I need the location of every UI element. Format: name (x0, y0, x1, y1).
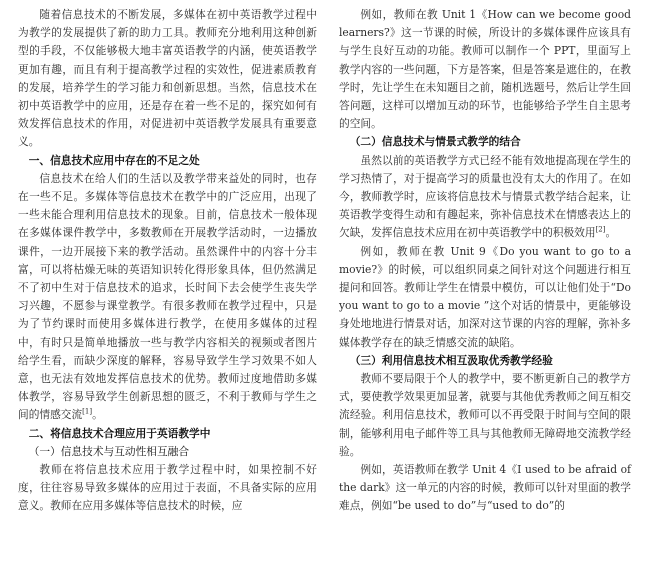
shortcomings-text: 信息技术在给人们的生活以及教学带来益处的同时，也存在一些不足。多媒体等信息技术在教学中的广泛应用，出现了一些未能合理利用信息技术的现象。目前，信息技术一般体现在多媒体课件教学中，多数教师在开展教学活动时，一边播放课件，一边开展接下来的教学活动。虽然课件中的内容十分丰富，可以将枯燥无味的英语知识转化得形象具体，但仍然满足不了初中生对于信息技术的追求，长时间下去会使学生丧失学习兴趣，不愿参与课堂教学。有很多教师在教学过程中，只是为了节约课时而使用多媒体进行教学，在使用多媒体的过程中，有时只是简单地播放一些与教学内容相关的视频或者图片给学生看，而缺少深度的解释，容易导致学生学习效果不如人意，也无法有效地发挥信息技术的优势。教师过度地借助多媒体教学，容易导致学生创新思想的匮乏，不利于教师与学生之间的情感交流 (18, 171, 317, 422)
page-bottom-edge (0, 543, 655, 561)
intro-paragraph: 随着信息技术的不断发展，多媒体在初中英语教学过程中为教学的发展提供了新的助力工具。教师充分地利用这种创新型的手段，不仅能够极大地丰富英语教学的内涵，使英语教学更加有趣，而且有利于提高教学过程的实效性，促进素质教育的发展，培养学生的学习能力和创新思想。当然，信息技术在初中英语教学中的应用，还是存在着一些不足的，探究如何有效发挥信息技术的作用，对促进初中英语教学发展具有重要意义。 (18, 8, 317, 149)
citation-1: [1] (82, 407, 93, 416)
section-heading-1: 一、信息技术应用中存在的不足之处 (28, 153, 200, 167)
unit1-example-paragraph: 例如，教师在教 Unit 1《How can we become good learners?》这一节课的时候，所设计的多媒体课件应该具有与学生良好互动的功能。教师可以制作一个 PPT，里面写上教学内容的一些问题，下方是答案，但是答案是遮住的，在教学时，先让学生在未知题目之前，随机选题号，然后让学生回答问题，这样可以增加互动的环节，也能够给予学生自主思考的空间。 (339, 8, 631, 131)
shortcomings-paragraph (18, 170, 317, 425)
unit4-example-paragraph: 例如，英语教师在教学 Unit 4《I used to be afraid of the dark》这一单元的内容的时候，教师可以针对里面的教学难点，例如“be used to do”与“used to do”的 (339, 463, 631, 513)
unit9-example-paragraph: 例如，教师在教 Unit 9《Do you want to go to a movie?》的时候，可以组织同桌之间针对这个问题进行相互提问和回答。教师让学生在情景中模仿，可以让他们处于“Do you want to go to a movie ”这个对话的情景中，更能够设身处地地进行情景对话，加深对这节课的内容的理解，弥补多媒体教学存在的缺乏情感交流的缺陷。 (339, 244, 631, 349)
right-column (339, 6, 631, 516)
subsection-heading-2: （二）信息技术与情景式教学的结合 (349, 135, 521, 149)
subsection-heading-3: （三）利用信息技术相互汲取优秀教学经验 (349, 353, 553, 367)
period: 。 (605, 226, 617, 240)
subsection-heading-1: （一）信息技术与互动性相互融合 (28, 444, 190, 458)
situational-text: 虽然以前的英语教学方式已经不能有效地提高现在学生的学习热情了，对于提高学习的质量也没有太大的作用了。在如今，教师教学时，应该将信息技术与情景式教学结合起来，让英语教学变得生动和有趣起来，弥补信息技术在情感表达上的欠缺，发挥信息技术应用在初中英语教学中的积极效用 (339, 153, 631, 240)
citation-2: [2] (595, 225, 606, 234)
experience-sharing-paragraph: 教师不要局限于个人的教学中，要不断更新自己的教学方式，要使教学效果更加显著，就要与其他优秀教师之间互相交流经验。利用信息技术，教师可以不再受限于时间与空间的限制，能够利用电子邮件等工具与其他教师无障碍地交流教学经验。 (339, 372, 631, 458)
left-column (18, 6, 317, 516)
interaction-paragraph: 教师在将信息技术应用于教学过程中时，如果控制不好度，往往容易导致多媒体的应用过于表面，不具备实际的应用意义。教师在应用多媒体等信息技术的时候，应 (18, 463, 317, 513)
situational-paragraph (339, 152, 631, 243)
period: 。 (92, 408, 103, 422)
section-heading-2: 二、将信息技术合理应用于英语教学中 (28, 426, 211, 440)
